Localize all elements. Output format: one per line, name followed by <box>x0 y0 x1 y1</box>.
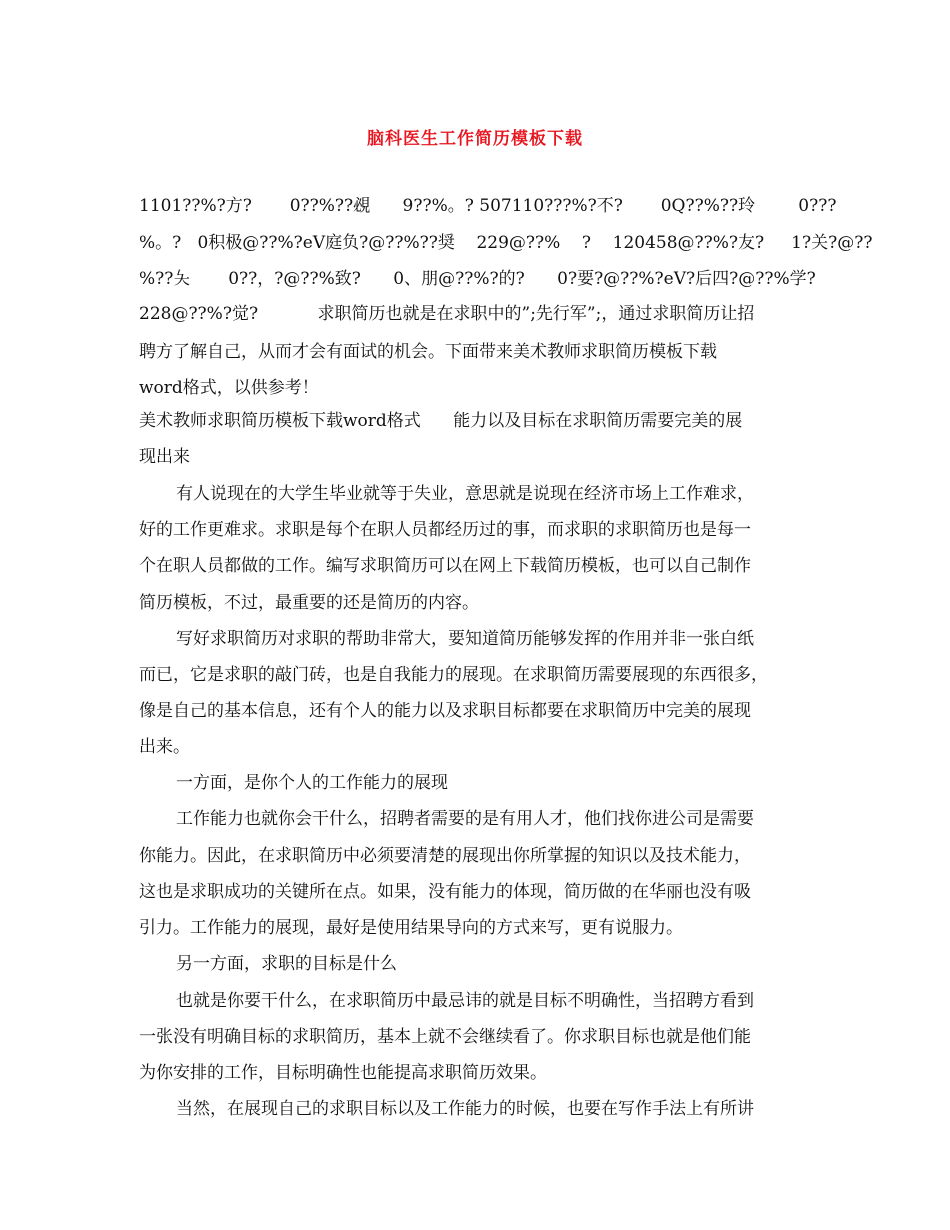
text-line: 你能力。因此，在求职简历中必须要清楚的展现出你所掌握的知识以及技术能力， <box>139 846 751 866</box>
text-line: 简历模板，不过，最重要的还是简历的内容。 <box>139 593 479 613</box>
text-line: 聘方了解自己，从而才会有面试的机会。下面带来美术教师求职简历模板下载 <box>139 342 717 362</box>
text-line: 一张没有明确目标的求职简历，基本上就不会继续看了。你求职目标也就是他们能 <box>139 1027 751 1047</box>
text-line: 引力。工作能力的展现，最好是使用结果导向的方式来写，更有说服力。 <box>139 918 683 938</box>
text-line: 美术教师求职简历模板下载word格式 能力以及目标在求职简历需要完美的展 <box>139 411 743 431</box>
text-line: 好的工作更难求。求职是每个在职人员都经历过的事，而求职的求职简历也是每一 <box>139 520 751 540</box>
page-title: 脑科医生工作简历模板下载 <box>367 129 583 149</box>
text-line: 1101??%?方? 0??%??覕 9??%。? 507110???%?不? 0Q??%??玲 0??? <box>139 196 837 216</box>
text-line: 出来。 <box>139 737 190 757</box>
text-line: %??夨 0??，?@??%致? 0、朋@??%?的? 0?要?@??%?eV?后四?@??%学? <box>139 269 816 289</box>
text-line: 228@??%?觉? 求职简历也就是在求职中的”;先行军”;，通过求职简历让招 <box>139 304 755 324</box>
text-line: 个在职人员都做的工作。编写求职简历可以在网上下载简历模板，也可以自己制作 <box>139 556 751 576</box>
text-line: word格式，以供参考！ <box>139 378 319 398</box>
paragraph-line: 写好求职简历对求职的帮助非常大，要知道简历能够发挥的作用并非一张白纸 <box>176 629 754 649</box>
paragraph-line: 工作能力也就你会干什么，招聘者需要的是有用人才，他们找你进公司是需要 <box>176 809 754 829</box>
text-line: 为你安排的工作，目标明确性也能提高求职简历效果。 <box>139 1063 547 1083</box>
text-line: 像是自己的基本信息，还有个人的能力以及求职目标都要在求职简历中完美的展现 <box>139 701 751 721</box>
section-heading: 另一方面，求职的目标是什么 <box>176 954 397 974</box>
paragraph-line: 当然，在展现自己的求职目标以及工作能力的时候，也要在写作手法上有所讲 <box>176 1099 754 1119</box>
paragraph-line: 也就是你要干什么，在求职简历中最忌讳的就是目标不明确性，当招聘方看到 <box>176 991 754 1011</box>
text-line: 这也是求职成功的关键所在点。如果，没有能力的体现，简历做的在华丽也没有吸 <box>139 882 751 902</box>
text-line: 而已，它是求职的敲门砖，也是自我能力的展现。在求职简历需要展现的东西很多， <box>139 665 768 685</box>
text-line: 现出来 <box>139 447 190 467</box>
section-heading: 一方面，是你个人的工作能力的展现 <box>176 773 448 793</box>
paragraph-line: 有人说现在的大学生毕业就等于失业，意思就是说现在经济市场上工作难求， <box>176 484 754 504</box>
text-line: %。? 0积极@??%?eV庭负?@??%??奨 229@??% ? 120458@??%?友? 1?关?@?? <box>139 233 873 253</box>
